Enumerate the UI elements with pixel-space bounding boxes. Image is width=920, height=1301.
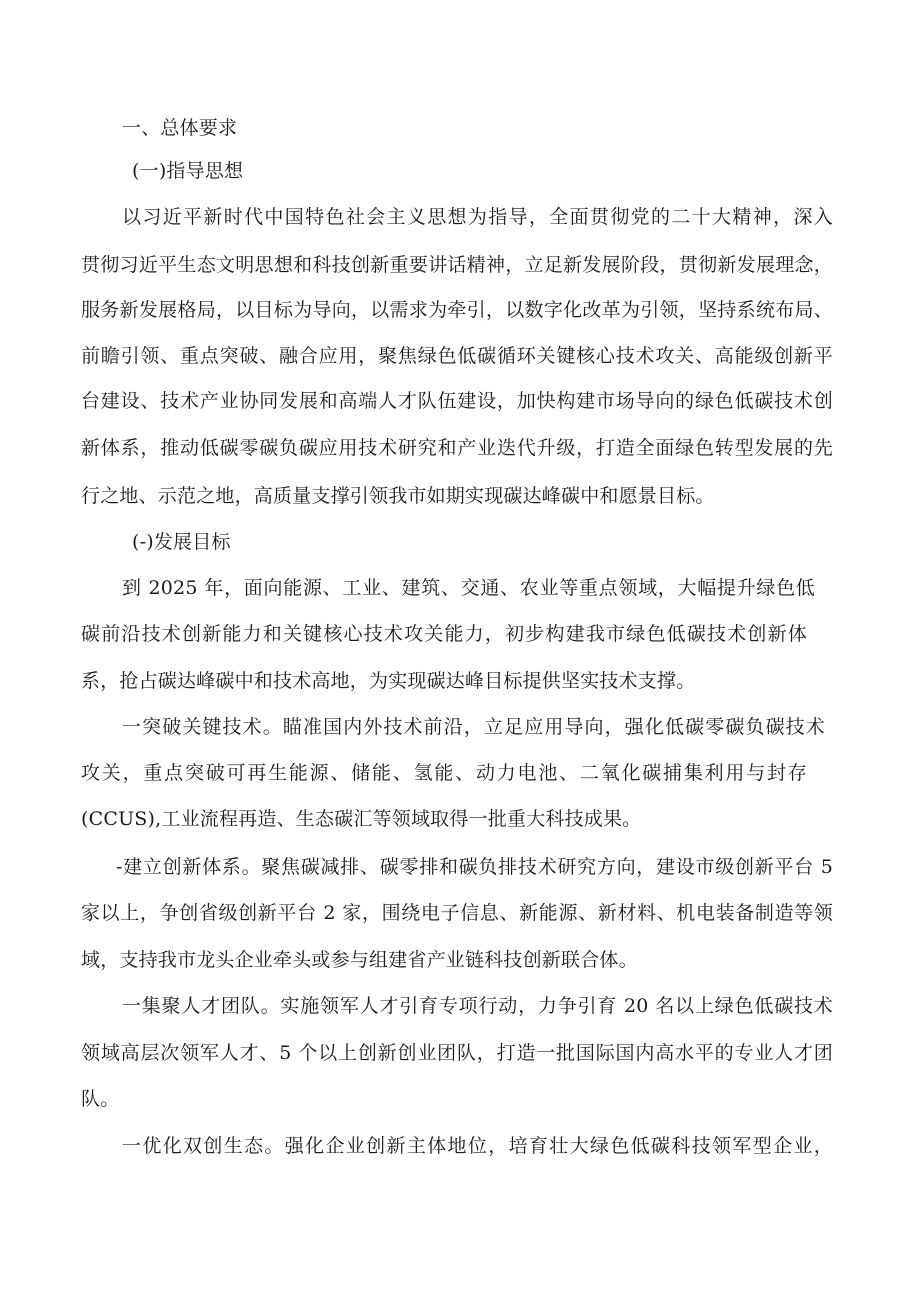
paragraph-line: 行之地、示范之地，高质量支撑引领我市如期实现碳达峰碳中和愿景目标。 xyxy=(81,485,715,507)
paragraph-line: 攻关，重点突破可再生能源、储能、氢能、动力电池、二氧化碳捕集利用与封存 xyxy=(81,762,807,784)
paragraph-line: 碳前沿技术创新能力和关键核心技术攻关能力，初步构建我市绿色低碳技术创新体 xyxy=(81,623,807,645)
paragraph-line: 家以上，争创省级创新平台 2 家，围绕电子信息、新能源、新材料、机电装备制造等领 xyxy=(81,902,833,924)
development-goals-heading: (-)发展目标 xyxy=(132,531,231,553)
paragraph-line: 系，抢占碳达峰碳中和技术高地，为实现碳达峰目标提供坚实技术支撑。 xyxy=(81,670,696,692)
paragraph-line: 领域高层次领军人才、5 个以上创新创业团队，打造一批国际国内高水平的专业人才团 xyxy=(81,1042,833,1064)
paragraph-line: -建立创新体系。聚焦碳减排、碳零排和碳负排技术研究方向，建设市级创新平台 5 xyxy=(116,856,833,878)
paragraph-line: 到 2025 年，面向能源、工业、建筑、交通、农业等重点领域，大幅提升绿色低 xyxy=(122,577,815,599)
paragraph-line: 一集聚人才团队。实施领军人才引育专项行动，力争引育 20 名以上绿色低碳技术 xyxy=(122,995,833,1017)
paragraph-line: 服务新发展格局，以目标为导向，以需求为牵引，以数字化改革为引领，坚持系统布局、 xyxy=(81,299,833,321)
section-heading: 一、总体要求 xyxy=(122,117,238,139)
guiding-thought-heading: (一)指导思想 xyxy=(132,160,244,182)
paragraph-line: 台建设、技术产业协同发展和高端人才队伍建设，加快构建市场导向的绿色低碳技术创 xyxy=(81,390,833,412)
paragraph-line: (CCUS),工业流程再造、生态碳汇等领域取得一批重大科技成果。 xyxy=(81,808,642,830)
paragraph-line: 以习近平新时代中国特色社会主义思想为指导，全面贯彻党的二十大精神，深入 xyxy=(122,206,833,228)
paragraph-line: 前瞻引领、重点突破、融合应用，聚焦绿色低碳循环关键核心技术攻关、高能级创新平 xyxy=(81,345,833,367)
paragraph-line: 一突破关键技术。瞄准国内外技术前沿，立足应用导向，强化低碳零碳负碳技术 xyxy=(122,716,825,738)
paragraph-line: 域，支持我市龙头企业牵头或参与组建省产业链科技创新联合体。 xyxy=(81,949,638,971)
paragraph-line: 新体系，推动低碳零碳负碳应用技术研究和产业迭代升级，打造全面绿色转型发展的先 xyxy=(81,437,833,459)
paragraph-line: 贯彻习近平生态文明思想和科技创新重要讲话精神，立足新发展阶段，贯彻新发展理念， xyxy=(81,254,833,276)
paragraph-line: 一优化双创生态。强化企业创新主体地位，培育壮大绿色低碳科技领军型企业， xyxy=(122,1135,833,1157)
paragraph-line: 队。 xyxy=(81,1088,120,1110)
